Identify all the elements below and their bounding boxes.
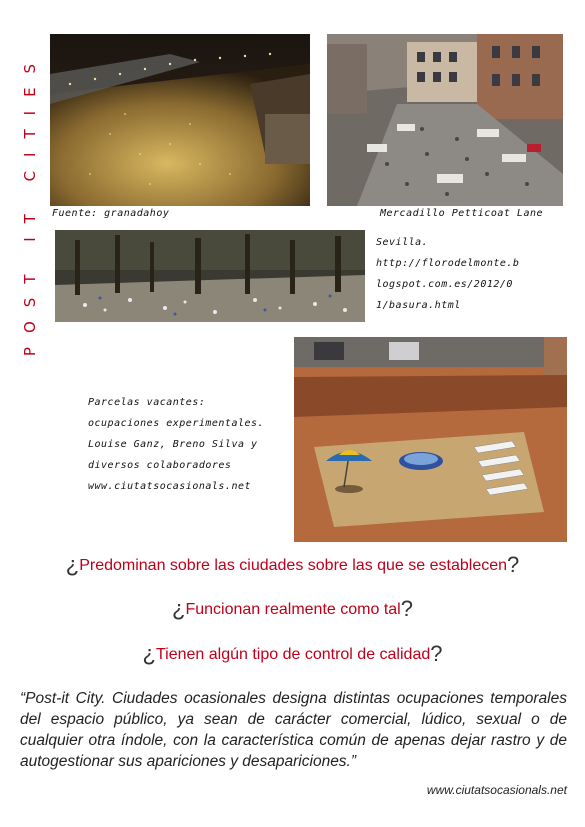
question-2 (0, 596, 585, 622)
definition-quote: “Post-it City. Ciudades ocasionales designa distintas ocupaciones temporales del espacio público, ya sean de carácter comercial, lúdico, sexual o de cualquier otra índole, con la característica común de apenas dejar rastro y de autogestionar sus apariciones y desapariciones.” (20, 690, 567, 770)
parcelas-caption-line: www.ciutatsocasionals.net (88, 481, 252, 492)
sevilla-caption (376, 232, 519, 316)
question-open-mark: ¿ (172, 596, 186, 621)
parcelas-caption (88, 392, 264, 497)
petticoat-caption: Mercadillo Petticoat Lane (380, 208, 544, 219)
question-close-mark: ? (507, 552, 520, 577)
question-close-mark: ? (430, 641, 443, 666)
parcelas-caption-line: ocupaciones experimentales. (88, 418, 265, 429)
question-close-mark: ? (400, 596, 413, 621)
sevilla-caption-line: Sevilla. (376, 237, 429, 248)
granada-caption: Fuente: granadahoy (52, 208, 170, 219)
side-title-text: POST IT CITIES (21, 49, 39, 357)
question-text: Funcionan realmente como tal (185, 601, 401, 618)
vacant-lot-beach-photo (294, 337, 567, 542)
question-text: Tienen algún tipo de control de calidad (155, 646, 431, 663)
sevilla-caption-line: 1/basura.html (376, 300, 461, 311)
question-1 (0, 552, 585, 578)
petticoat-lane-photo (327, 34, 563, 206)
sevilla-caption-line: http://florodelmonte.b (376, 258, 520, 269)
sevilla-trash-photo (55, 230, 365, 322)
granada-crowd-photo (50, 34, 310, 206)
side-title (18, 18, 42, 388)
sevilla-caption-line: logspot.com.es/2012/0 (376, 279, 513, 290)
parcelas-caption-line: Parcelas vacantes: (88, 397, 206, 408)
parcelas-caption-line: diversos colaboradores (88, 460, 232, 471)
question-open-mark: ¿ (142, 641, 156, 666)
question-open-mark: ¿ (65, 552, 80, 577)
parcelas-caption-line: Louise Ganz, Breno Silva y (88, 439, 258, 450)
question-text: Predominan sobre las ciudades sobre las que se establecen (79, 557, 508, 574)
website-link[interactable]: www.ciutatsocasionals.net (426, 783, 567, 797)
question-3 (0, 641, 585, 667)
